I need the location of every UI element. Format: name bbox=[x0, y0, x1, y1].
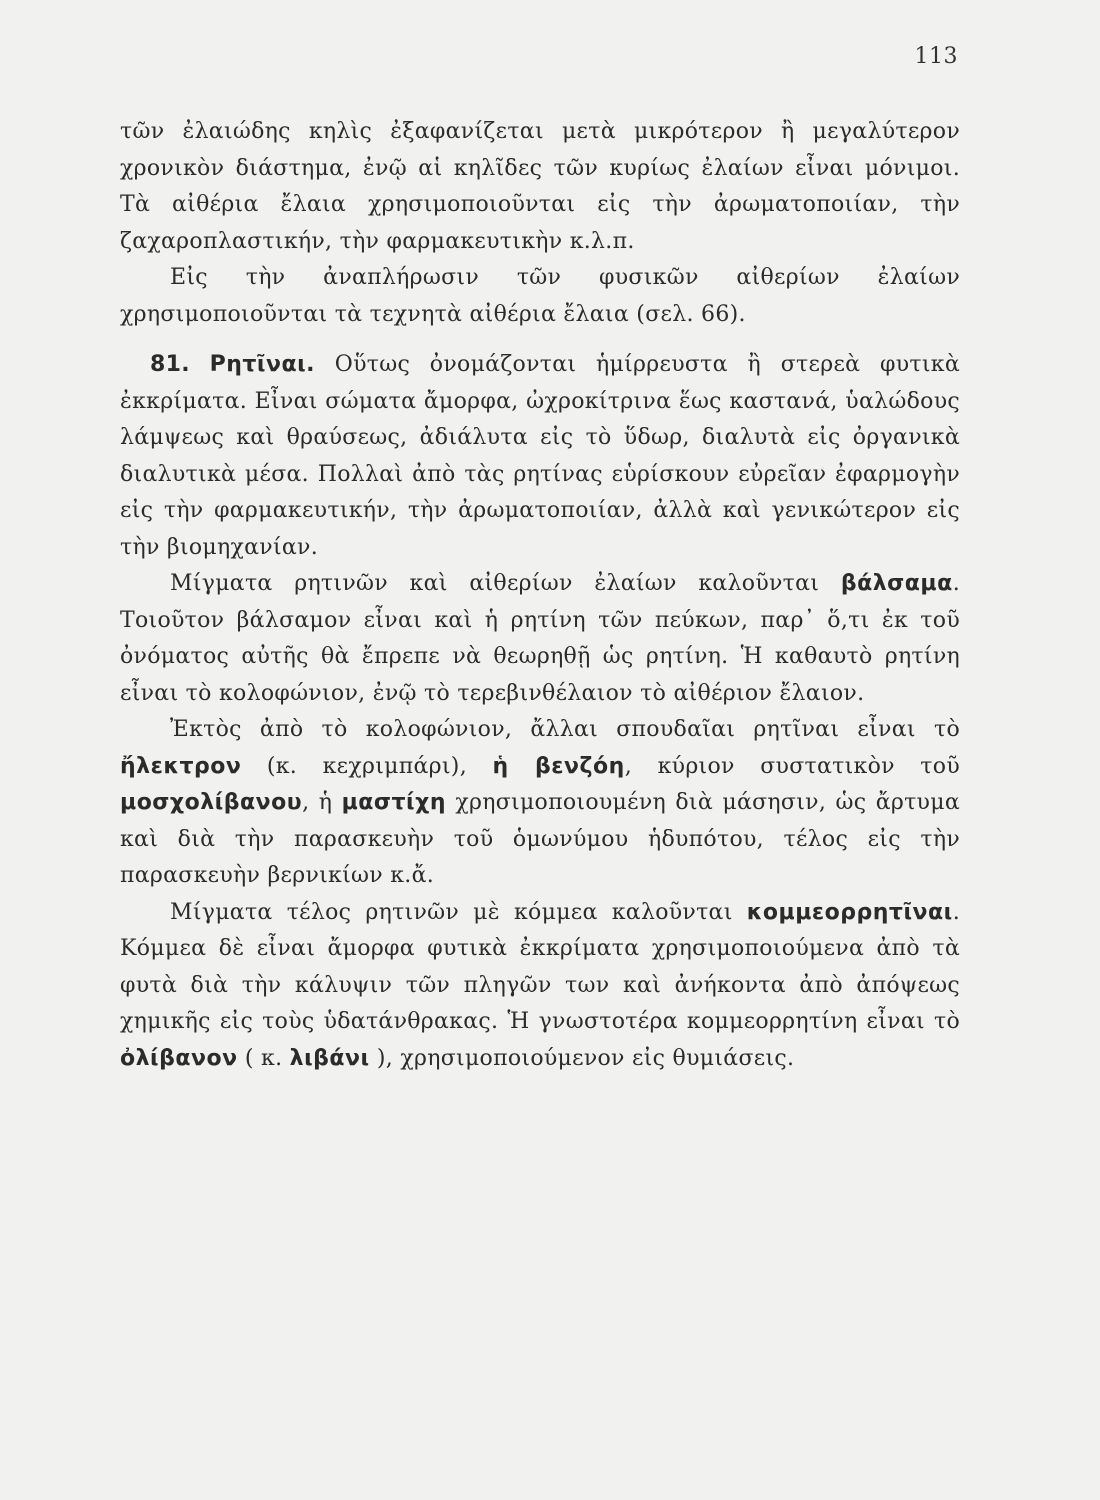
text-run: . Κόμμεα δὲ εἶναι ἄμορφα φυτικὰ ἐκκρίματα χρησιμοποιούμενα ἀπὸ τὰ φυτὰ διὰ τὴν κάλυψιν τῶν πληγῶν των καὶ ἀνήκοντα ἀπὸ ἀπόψεως χημικῆς εἰς τοὺς ὑδατάνθρακας. Ἡ γνωστοτέρα κομμεορρητίνη εἶναι τὸ bbox=[120, 899, 960, 1034]
text-run: , κύριον συστατικὸν τοῦ bbox=[624, 753, 961, 779]
resins-text: Οὕτως ὀνομάζονται ἡμίρρευστα ἢ στερεὰ φυτικὰ ἐκκρίματα. Εἶναι σώματα ἄμορφα, ὠχροκίτρινα ἕως καστανά, ὑαλώδους λάμψεως καὶ θραύσεως, ἀδιάλυτα εἰς τὸ ὕδωρ, διαλυτὰ εἰς ὀργανικὰ διαλυτικὰ μέσα. Πολλαὶ ἀπὸ τὰς ρητίνας εὑρίσκουν εὐρεῖαν ἐφαρμογὴν εἰς τὴν φαρμακευτικήν, τὴν ἀρωματοποιίαν, ἀλλὰ καὶ γενικώτερον εἰς τὴν βιομηχανίαν. bbox=[120, 352, 960, 560]
term-benzoin: ἡ βενζόη bbox=[492, 753, 625, 779]
term-moschlivanou: μοσχολίβανου bbox=[120, 790, 303, 815]
term-livani: λιβάνι bbox=[289, 1045, 370, 1071]
text-run: ), χρησιμοποιούμενον εἰς θυμιάσεις. bbox=[369, 1045, 795, 1071]
text-run: Μίγματα ρητινῶν καὶ αἰθερίων ἐλαίων καλοῦνται bbox=[170, 571, 841, 596]
paragraph-artificial-oils: Εἰς τὴν ἀναπλήρωσιν τῶν φυσικῶν αἰθερίων ἐλαίων χρησιμοποιοῦνται τὰ τεχνητὰ αἰθέρια ἔλαια (σελ. 66). bbox=[120, 265, 960, 327]
paragraph-other-resins bbox=[120, 712, 960, 895]
text-run: ( κ. bbox=[237, 1045, 290, 1071]
text-run: Μίγματα τέλος ρητινῶν μὲ κόμμεα καλοῦνται bbox=[170, 899, 747, 925]
text-run: (κ. κεχριμπάρι), bbox=[241, 753, 493, 779]
term-balsama: βάλσαμα bbox=[840, 571, 953, 596]
term-mastic: μαστίχη bbox=[341, 790, 446, 815]
section-heading: Ρητῖναι. bbox=[209, 352, 316, 377]
term-olibanum: ὀλίβανον bbox=[120, 1045, 238, 1071]
paragraph-gum-resins bbox=[120, 895, 960, 1078]
paragraph-oily-stain: τῶν ἐλαιώδης κηλὶς ἐξαφανίζεται μετὰ μικρότερον ἢ μεγαλύτερον χρονικὸν διάστημα, ἐνῷ αἱ κηλῖδες τῶν κυρίως ἐλαίων εἶναι μόνιμοι. Τὰ αἰθέρια ἔλαια χρησιμοποιοῦνται εἰς τὴν ἀρωματοποιίαν, τὴν ζαχαροπλαστικήν, τὴν φαρμακευτικὴν κ.λ.π. bbox=[120, 119, 960, 254]
body-text bbox=[120, 114, 960, 1077]
term-gum-resins: κομμεορρητῖναι bbox=[746, 899, 953, 925]
paragraph-resins bbox=[120, 347, 960, 566]
section-number: 81. bbox=[150, 352, 190, 377]
term-amber: ἤλεκτρον bbox=[120, 753, 242, 779]
paragraph-balsams bbox=[120, 566, 960, 712]
page-number: 113 bbox=[914, 44, 958, 69]
text-run: . Τοιοῦτον βάλσαμον εἶναι καὶ ἡ ρητίνη τῶν πεύκων, παρ᾽ ὅ,τι ἐκ τοῦ ὀνόματος αὐτῆς θὰ ἔπρεπε νὰ θεωρηθῇ ὡς ρητίνη. Ἡ καθαυτὸ ρητίνη εἶναι τὸ κολοφώνιον, ἐνῷ τὸ τερεβινθέλαιον τὸ αἰθέριον ἔλαιον. bbox=[120, 571, 960, 706]
text-run: , ἡ bbox=[302, 790, 342, 815]
text-run: Ἐκτὸς ἀπὸ τὸ κολοφώνιον, ἄλλαι σπουδαῖαι ρητῖναι εἶναι τὸ bbox=[170, 717, 960, 742]
text-run: χρησιμοποιουμένη διὰ μάσησιν, ὡς ἄρτυμα καὶ διὰ τὴν παρασκευὴν τοῦ ὁμωνύμου ἡδυπότου, τέλος εἰς τὴν παρασκευὴν βερνικίων κ.ἄ. bbox=[120, 790, 960, 888]
